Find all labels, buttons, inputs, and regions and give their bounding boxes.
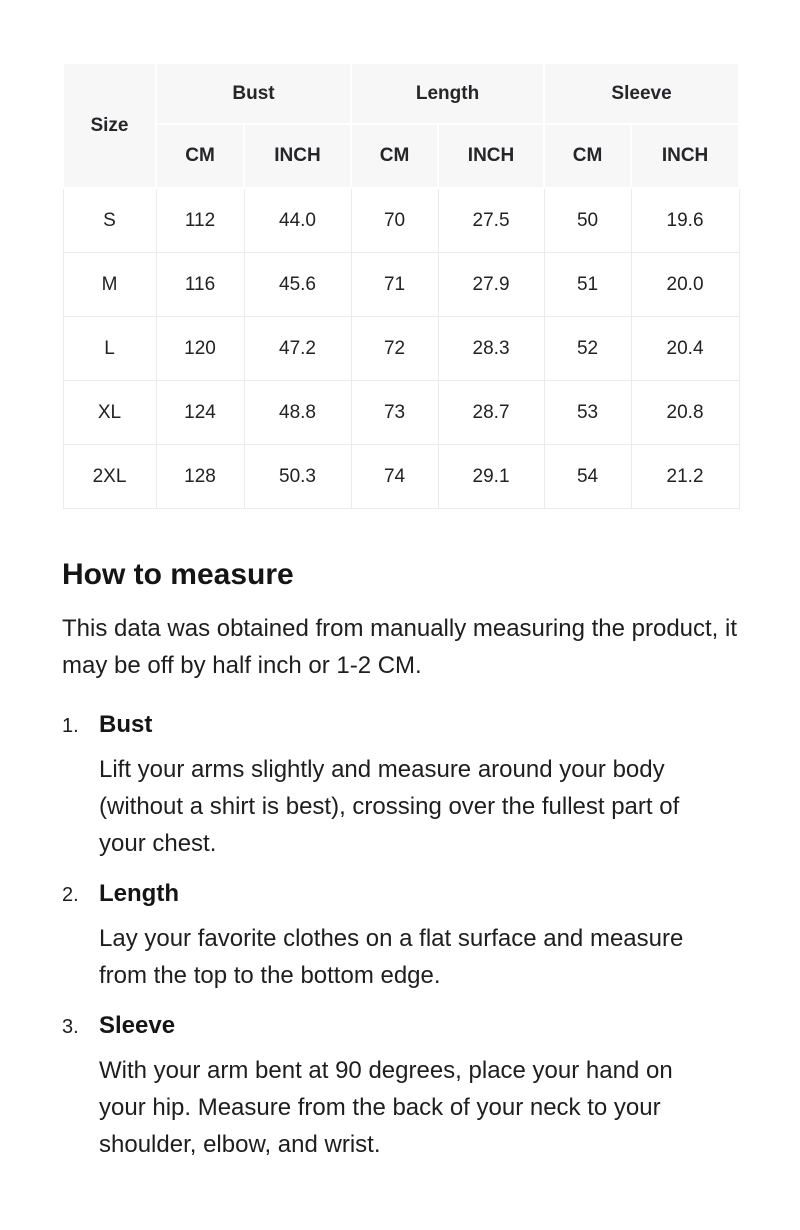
size-cell: M [63,253,156,317]
bust-inch-header: INCH [244,124,351,188]
table-row [63,445,739,509]
measurement-cell: 71 [351,253,438,317]
measurement-cell: 74 [351,445,438,509]
table-row [63,381,739,445]
size-column-header: Size [63,63,156,188]
step-body [99,710,738,879]
length-group-header: Length [351,63,544,124]
step-title: Sleeve [99,1012,176,1039]
measurement-cell: 20.4 [631,317,739,381]
measurement-cell: 45.6 [244,253,351,317]
measurement-cell: 70 [351,188,438,253]
length-cm-header: CM [351,124,438,188]
measurement-cell: 48.8 [244,381,351,445]
step-number: 2. [62,884,79,906]
measure-step [62,1011,738,1180]
table-row [63,317,739,381]
sleeve-inch-header: INCH [631,124,739,188]
length-inch-header: INCH [438,124,544,188]
step-title: Bust [99,711,153,738]
measurement-cell: 124 [156,381,244,445]
measure-step [62,879,738,1011]
size-chart-header [63,63,739,188]
measurement-cell: 51 [544,253,631,317]
table-row [63,253,739,317]
measurement-cell: 53 [544,381,631,445]
measurement-cell: 54 [544,445,631,509]
step-body [99,879,738,1011]
unit-header-row [63,124,739,188]
measurement-cell: 21.2 [631,445,739,509]
size-cell: L [63,317,156,381]
measurement-cell: 20.8 [631,381,739,445]
step-title: Length [99,880,179,907]
how-to-measure-heading: How to measure [62,558,294,591]
sleeve-group-header: Sleeve [544,63,739,124]
table-row [63,188,739,253]
step-description: With your arm bent at 90 degrees, place your hand on your hip. Measure from the back of your neck to your shoulder, elbow, and wrist. [99,1057,673,1158]
measure-intro-text: This data was obtained from manually measuring the product, it may be off by half inch or 1-2 CM. [62,615,738,679]
step-description: Lift your arms slightly and measure around your body (without a shirt is best), crossing over the fullest part of your chest. [99,756,680,857]
size-cell: S [63,188,156,253]
measurement-cell: 27.5 [438,188,544,253]
measurement-cell: 29.1 [438,445,544,509]
step-description: Lay your favorite clothes on a flat surface and measure from the top to the bottom edge. [99,925,684,989]
measurement-cell: 116 [156,253,244,317]
size-cell: 2XL [63,445,156,509]
bust-cm-header: CM [156,124,244,188]
measure-step [62,710,738,879]
measurement-cell: 44.0 [244,188,351,253]
step-number: 3. [62,1016,79,1038]
step-body [99,1011,738,1180]
measurement-cell: 120 [156,317,244,381]
measurement-cell: 50.3 [244,445,351,509]
size-chart-table [62,62,740,509]
measurement-cell: 112 [156,188,244,253]
size-chart-body [63,188,739,509]
bust-group-header: Bust [156,63,351,124]
measurement-cell: 50 [544,188,631,253]
size-cell: XL [63,381,156,445]
sleeve-cm-header: CM [544,124,631,188]
measurement-cell: 73 [351,381,438,445]
measurement-cell: 52 [544,317,631,381]
measurement-cell: 128 [156,445,244,509]
measurement-cell: 47.2 [244,317,351,381]
group-header-row [63,63,739,124]
measure-steps-list [62,710,738,1180]
measurement-cell: 28.3 [438,317,544,381]
step-number: 1. [62,715,79,737]
measurement-cell: 27.9 [438,253,544,317]
measurement-cell: 20.0 [631,253,739,317]
measurement-cell: 72 [351,317,438,381]
measurement-cell: 19.6 [631,188,739,253]
measurement-cell: 28.7 [438,381,544,445]
